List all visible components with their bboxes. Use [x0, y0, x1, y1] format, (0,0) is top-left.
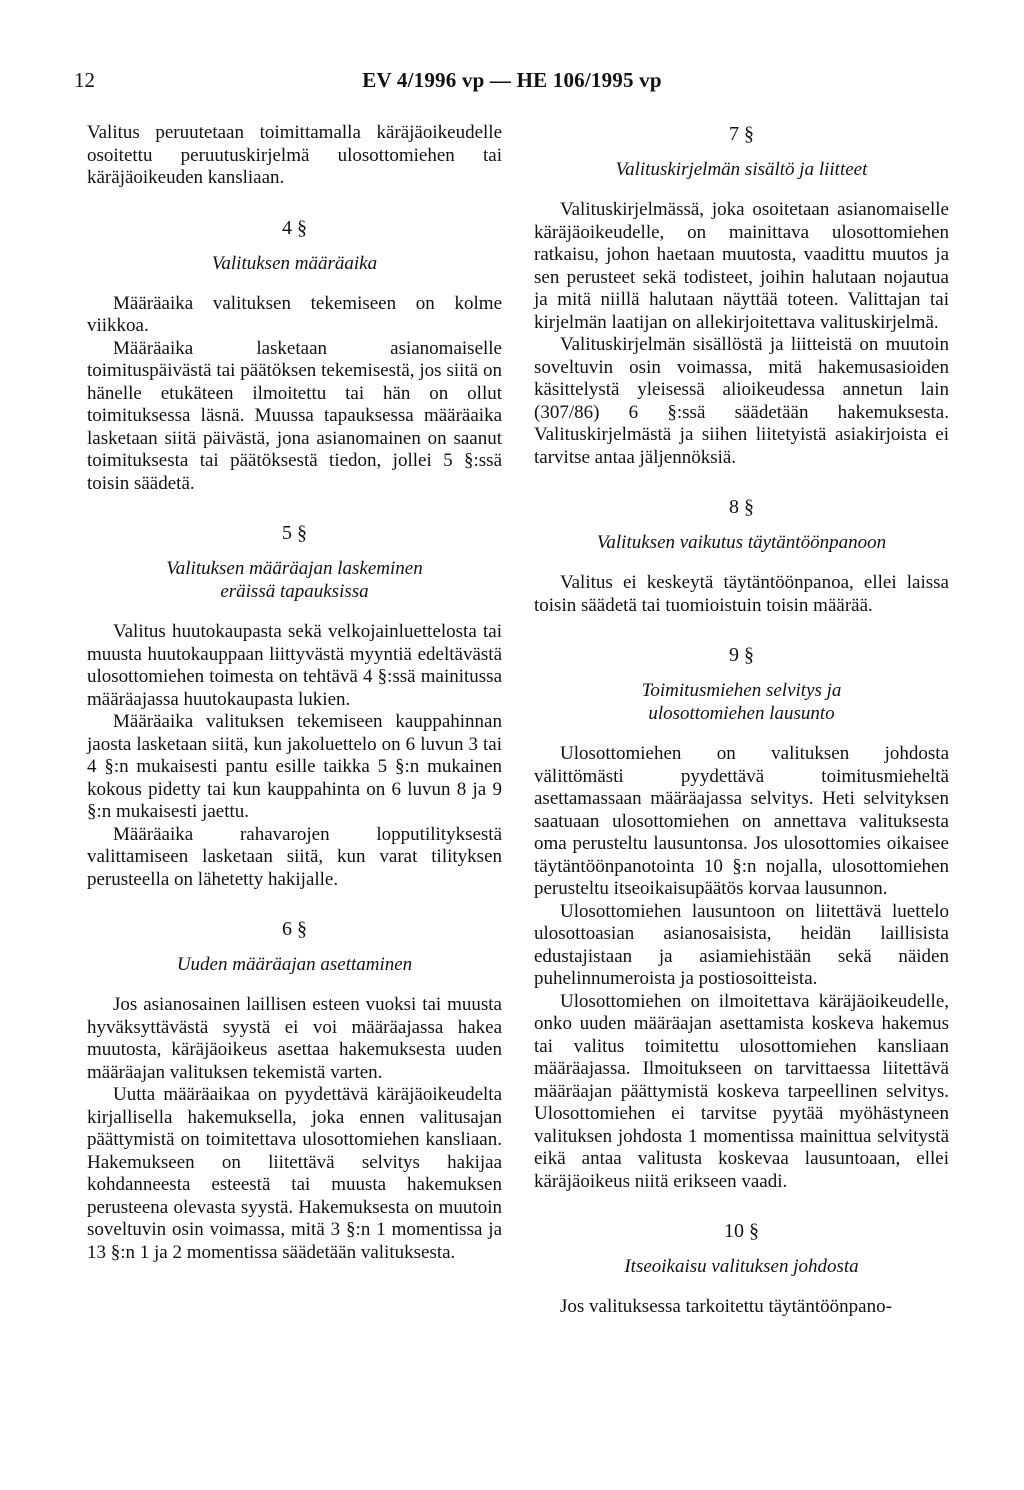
paragraph: Jos valituksessa tarkoitettu täytäntöönpano-	[560, 1296, 892, 1317]
section-number: 7 §	[729, 123, 754, 145]
paragraph: Valitus ei keskeytä täytäntöönpanoa, ellei laissa toisin säädetä tai tuomioistuin toisin määrää.	[534, 572, 949, 616]
section-title-line: Toimitusmiehen selvitys ja	[641, 680, 842, 701]
section-number: 8 §	[729, 496, 754, 518]
left-column	[87, 122, 502, 1264]
paragraph: Valitus huutokaupasta sekä velkojainluettelosta tai muusta huutokauppaan liittyvästä myyntiä edeltävästä ulosottomiehen toimesta on tehtävä 4 §:ssä mainitussa määräajassa huutokaupasta lukien.	[87, 621, 502, 710]
paragraph: Määräaika rahavarojen lopputilityksestä valittamiseen lasketaan siitä, kun varat tilityksen perusteella on lähetetty hakijalle.	[87, 823, 502, 890]
running-head: EV 4/1996 vp — HE 106/1995 vp	[362, 68, 662, 92]
right-column	[534, 122, 949, 1319]
section-title-line: Valituksen määräajan laskeminen	[166, 558, 423, 579]
paragraph: Määräaika valituksen tekemiseen kauppahinnan jaosta lasketaan siitä, kun jakoluettelo on 6 luvun 3 tai 4 §:n mukaisesti pantu esille taikka 5 §:n mukainen kokous pidetty tai kun kauppahinta on 6 luvun 8 ja 9 §:n mukaisesti jaettu.	[87, 711, 502, 822]
section-number: 5 §	[282, 522, 307, 544]
paragraph: Jos asianosainen laillisen esteen vuoksi tai muusta hyväksyttävästä syystä ei voi määräajassa hakea muutosta, käräjäoikeus asettaa hakemuksesta uuden määräajan valituksen tekemistä varten.	[87, 994, 502, 1083]
section-number: 4 §	[282, 216, 307, 239]
section-number: 6 §	[282, 918, 307, 940]
section-title	[534, 679, 949, 725]
page-number: 12	[74, 68, 95, 92]
paragraph: Ulosottomiehen lausuntoon on liitettävä luettelo ulosottoasian asianosaisista, heidän laillisista edustajistaan ja asiamiehistään sekä näiden puhelinnumeroista ja postiosoitteista.	[534, 900, 949, 989]
paragraph: Määräaika valituksen tekemiseen on kolme viikkoa.	[87, 292, 502, 336]
section-title: Itseoikaisu valituksen johdosta	[624, 1256, 859, 1277]
paragraph: Määräaika lasketaan asianomaiselle toimituspäivästä tai päätöksen tekemisestä, jos siitä on hänelle etukäteen ilmoitettu tai hän on ollut toimituksessa läsnä. Muussa tapauksessa määräaika lasketaan siitä päivästä, jona asianomainen on saanut toimituksesta tai päätöksestä tiedon, jollei 5 §:ssä toisin säädetä.	[87, 337, 502, 494]
paragraph: Ulosottomiehen on valituksen johdosta välittömästi pyydettävä toimitusmieheltä asettamassaan määräajassa selvitys. Heti selvityksen saatuaan ulosottomiehen on annettava valituksesta oma perusteltu lausuntonsa. Jos ulosottomies oikaisee täytäntöönpanotointa 10 §:n nojalla, ulosottomiehen perusteltu itseoikaisupäätös korvaa lausunnon.	[534, 743, 949, 899]
section-number: 10 §	[724, 1220, 759, 1242]
section-title-line: eräissä tapauksissa	[220, 581, 369, 602]
section-title: Uuden määräajan asettaminen	[176, 954, 413, 975]
paragraph: Valituskirjelmässä, joka osoitetaan asianomaiselle käräjäoikeudelle, on mainittava ulosottomiehen ratkaisu, johon haetaan muutosta, vaadittu muutos ja sen perusteet sekä todisteet, joihin halutaan nojautua ja mitä niillä halutaan näyttää toteen. Valittajan tai kirjelmän laatijan on allekirjoitettava valituskirjelmä.	[534, 199, 949, 333]
section-title	[87, 557, 502, 603]
section-number: 9 §	[729, 644, 754, 666]
paragraph: Uutta määräaikaa on pyydettävä käräjäoikeudelta kirjallisella hakemuksella, joka ennen valitusajan päättymistä on toimitettava ulosottomiehen kansliaan. Hakemukseen on liitettävä selvitys hakijaa kohdanneesta esteestä tai muusta hakemuksen perusteena olevasta syystä. Hakemuksesta on muutoin soveltuvin osin voimassa, mitä 3 §:n 1 momentissa ja 13 §:n 1 ja 2 momentissa säädetään valituksesta.	[87, 1084, 502, 1263]
paragraph: Valituskirjelmän sisällöstä ja liitteistä on muutoin soveltuvin osin voimassa, mitä hakemusasioiden käsittelystä yleisessä alioikeudessa annetun lain (307/86) 6 §:ssä säädetään hakemuksesta. Valituskirjelmästä ja siihen liitetyistä asiakirjoista ei tarvitse antaa jäljennöksiä.	[534, 334, 949, 468]
section-title: Valituksen vaikutus täytäntöönpanoon	[596, 532, 887, 553]
section-title-line: ulosottomiehen lausunto	[648, 703, 835, 724]
section-title: Valituksen määräaika	[211, 252, 378, 274]
paragraph: Valitus peruutetaan toimittamalla käräjäoikeudelle osoitettu peruutuskirjelmä ulosottomiehen tai käräjäoikeuden kansliaan.	[87, 122, 502, 188]
section-title: Valituskirjelmän sisältö ja liitteet	[615, 159, 868, 180]
paragraph: Ulosottomiehen on ilmoitettava käräjäoikeudelle, onko uuden määräajan asettamista koskeva hakemus tai valitus toimitettu ulosottomiehen kansliaan määräajassa. Ilmoitukseen on tarvittaessa liitettävä määräajan päättymistä koskeva tarpeellinen selvitys. Ulosottomiehen ei tarvitse pyytää myöhästyneen valituksen johdosta 1 momentissa mainittua selvitystä eikä antaa valitusta koskevaa lausuntoaan, ellei käräjäoikeus niitä erikseen vaadi.	[534, 990, 949, 1192]
